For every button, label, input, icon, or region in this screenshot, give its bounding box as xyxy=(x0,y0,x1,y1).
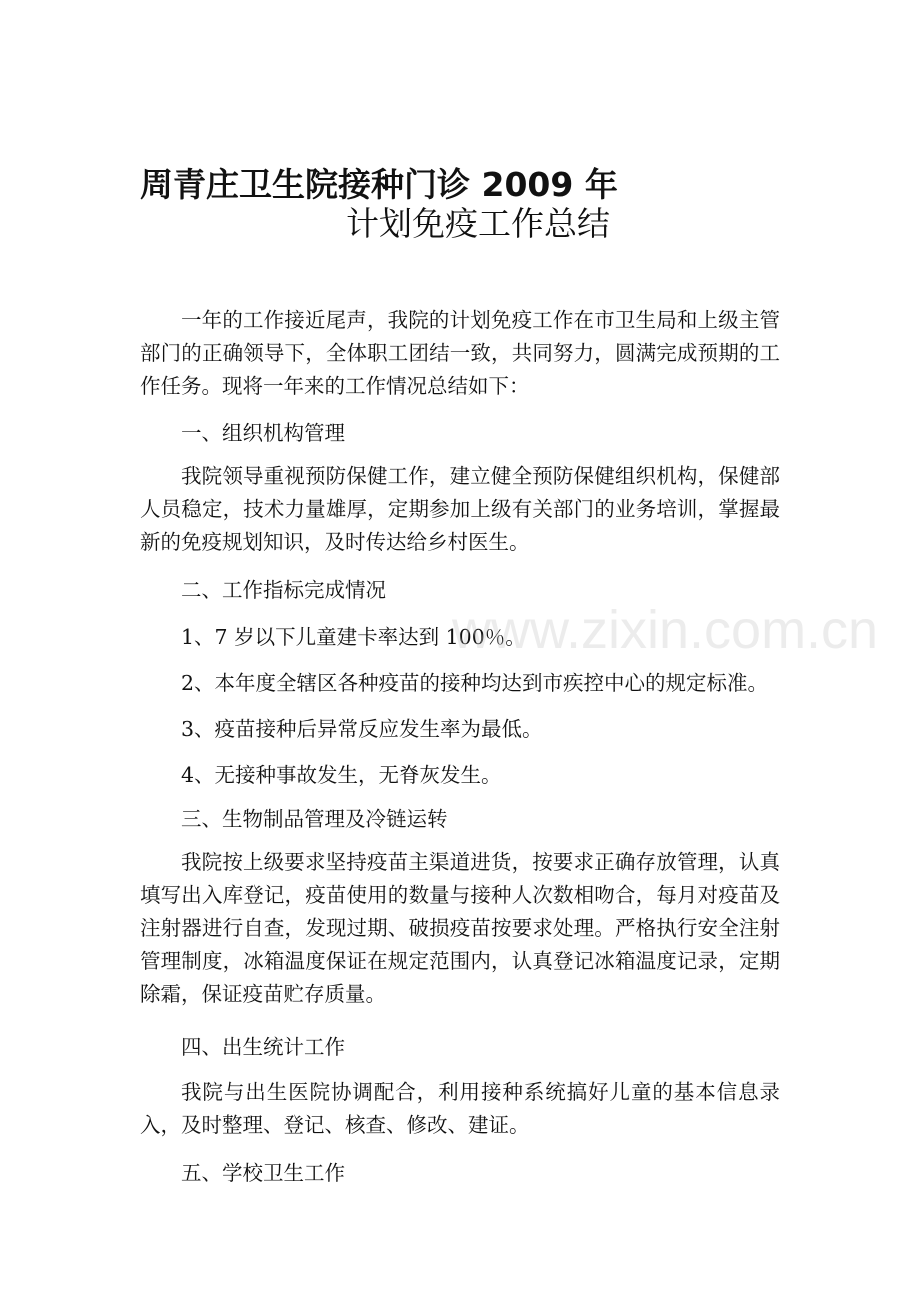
document-title-line2: 计划免疫工作总结 xyxy=(346,204,610,243)
intro-paragraph: 一年的工作接近尾声，我院的计划免疫工作在市卫生局和上级主管部门的正确领导下，全体职工团结一致，共同努力，圆满完成预期的工作任务。现将一年来的工作情况总结如下： xyxy=(140,308,780,398)
section1-heading: 一、组织机构管理 xyxy=(181,421,345,445)
section2-item-1: 1、7 岁以下儿童建卡率达到 100％。 xyxy=(181,625,526,649)
document-title-line1: 周青庄卫生院接种门诊 2009 年 xyxy=(140,165,618,204)
watermark: www.zixin.com.cn xyxy=(452,600,879,660)
section4-heading: 四、出生统计工作 xyxy=(181,1035,345,1059)
section5-heading: 五、学校卫生工作 xyxy=(181,1161,345,1185)
section3-paragraph: 我院按上级要求坚持疫苗主渠道进货，按要求正确存放管理，认真填写出入库登记，疫苗使用的数量与接种人次数相吻合，每月对疫苗及注射器进行自查，发现过期、破损疫苗按要求处理。严格执行安全注射管理制度，冰箱温度保证在规定范围内，认真登记冰箱温度记录，定期除霜，保证疫苗贮存质量。 xyxy=(140,850,780,1006)
section2-item-4: 4、无接种事故发生，无脊灰发生。 xyxy=(181,763,502,787)
section2-heading: 二、工作指标完成情况 xyxy=(181,578,386,602)
section2-item-3: 3、疫苗接种后异常反应发生率为最低。 xyxy=(181,717,543,741)
section4-paragraph: 我院与出生医院协调配合，利用接种系统搞好儿童的基本信息录入，及时整理、登记、核查、修改、建证。 xyxy=(140,1080,780,1137)
section2-item-2: 2、本年度全辖区各种疫苗的接种均达到市疾控中心的规定标准。 xyxy=(181,671,769,695)
section3-heading: 三、生物制品管理及冷链运转 xyxy=(181,807,448,831)
section1-paragraph: 我院领导重视预防保健工作，建立健全预防保健组织机构，保健部人员稳定，技术力量雄厚，定期参加上级有关部门的业务培训，掌握最新的免疫规划知识，及时传达给乡村医生。 xyxy=(140,464,780,554)
